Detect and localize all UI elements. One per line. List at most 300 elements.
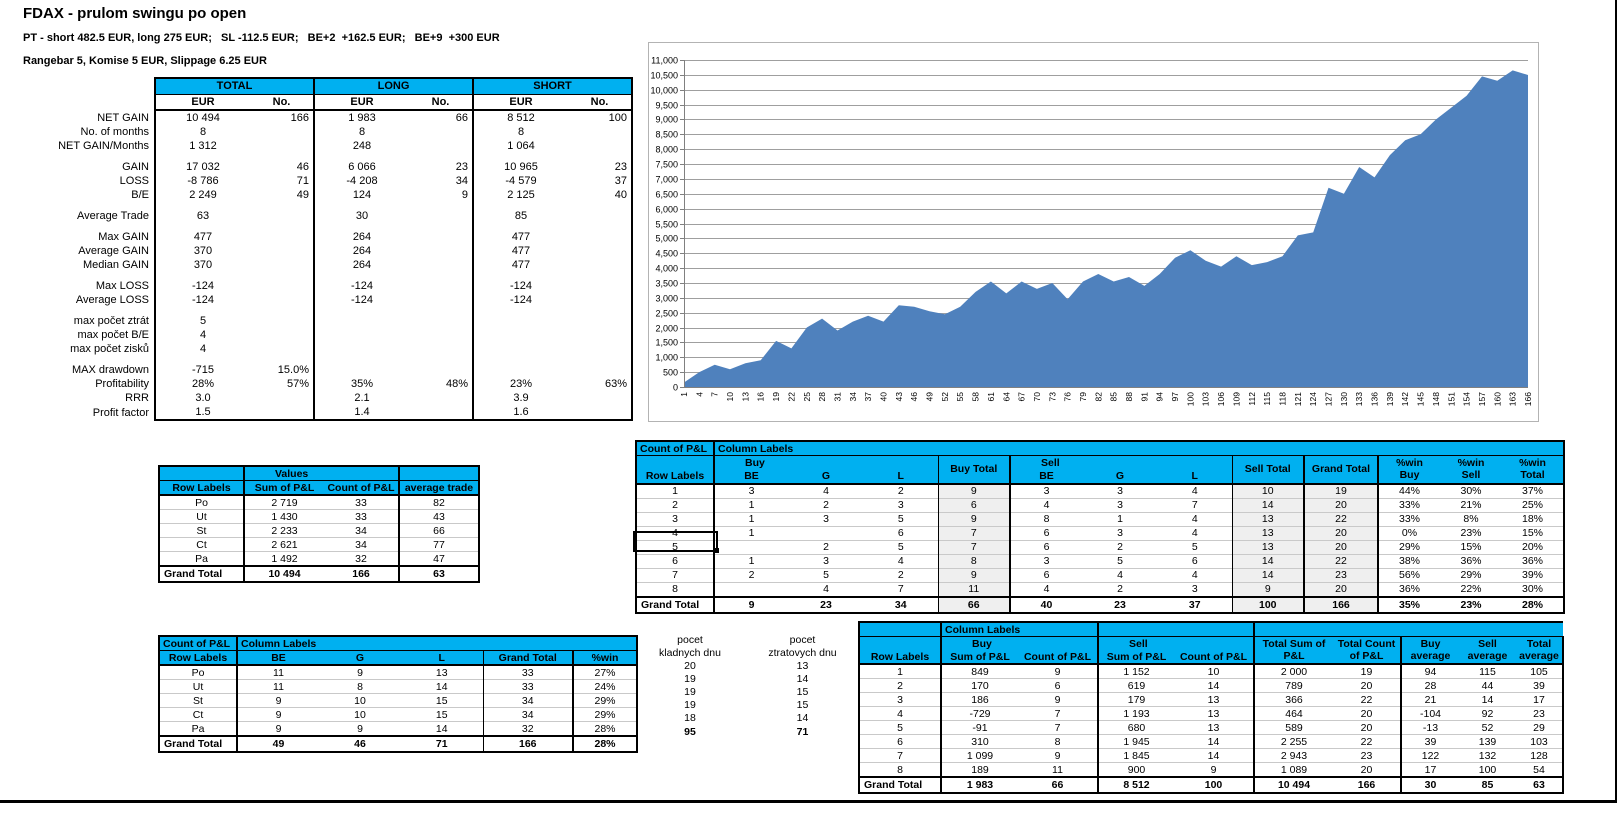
- row-label-cell[interactable]: B/E: [131, 189, 149, 201]
- total-sum-header[interactable]: Total Sum of P&L: [1254, 637, 1333, 665]
- data-cell[interactable]: 5: [1158, 540, 1232, 554]
- data-cell[interactable]: 4: [155, 342, 250, 356]
- data-cell[interactable]: 22: [1304, 554, 1378, 568]
- sum-pl-header[interactable]: Sum of P&L: [1098, 650, 1174, 664]
- data-cell[interactable]: 15%: [1502, 526, 1564, 540]
- data-cell[interactable]: -124: [155, 279, 250, 293]
- data-cell[interactable]: 4: [788, 582, 864, 597]
- data-cell[interactable]: 9: [938, 484, 1010, 499]
- data-cell[interactable]: 2: [864, 568, 938, 582]
- data-cell[interactable]: 30: [1401, 777, 1459, 793]
- data-cell[interactable]: 20: [1333, 721, 1401, 735]
- row-label-cell[interactable]: 1: [859, 664, 941, 679]
- stats-subheader-eur[interactable]: EUR: [314, 94, 409, 110]
- l-header[interactable]: L: [1158, 470, 1232, 484]
- data-cell[interactable]: 17 032: [155, 160, 250, 174]
- row-label-cell[interactable]: 4: [859, 707, 941, 721]
- row-label-cell[interactable]: max počet B/E: [77, 329, 149, 341]
- row-label-cell[interactable]: 3: [859, 693, 941, 707]
- data-cell[interactable]: -124: [509, 294, 533, 306]
- data-cell[interactable]: 9: [938, 568, 1010, 582]
- data-cell[interactable]: [314, 328, 409, 342]
- row-label-cell[interactable]: 1: [636, 484, 714, 499]
- data-cell[interactable]: 6: [1010, 526, 1082, 540]
- data-cell[interactable]: 29%: [1378, 540, 1440, 554]
- data-cell[interactable]: 94: [1401, 664, 1459, 679]
- data-cell[interactable]: 38%: [1378, 554, 1440, 568]
- data-cell[interactable]: [314, 356, 409, 363]
- data-cell[interactable]: 3: [788, 512, 864, 526]
- row-label-cell[interactable]: Ut: [159, 680, 237, 694]
- data-cell[interactable]: 11: [237, 680, 319, 694]
- stats-header-total[interactable]: TOTAL: [155, 78, 314, 94]
- data-cell[interactable]: [568, 293, 632, 307]
- data-cell[interactable]: 23: [409, 160, 473, 174]
- data-cell[interactable]: 5: [864, 540, 938, 554]
- data-cell[interactable]: 124: [352, 189, 372, 201]
- win-buy-header[interactable]: %win Buy: [1378, 456, 1440, 484]
- data-cell[interactable]: 30: [355, 210, 369, 222]
- data-cell[interactable]: 30%: [1502, 582, 1564, 597]
- data-cell[interactable]: [473, 272, 568, 279]
- data-cell[interactable]: 122: [1401, 749, 1459, 763]
- data-cell[interactable]: 8: [1010, 512, 1082, 526]
- row-label-cell[interactable]: Grand Total: [159, 566, 244, 582]
- data-cell[interactable]: 1 064: [507, 140, 535, 152]
- data-cell[interactable]: 9: [1018, 664, 1098, 679]
- data-cell[interactable]: 77: [399, 538, 479, 552]
- data-cell[interactable]: 20: [1304, 498, 1378, 512]
- row-label-cell[interactable]: 6: [636, 554, 714, 568]
- data-cell[interactable]: [250, 342, 314, 356]
- g-header[interactable]: G: [1082, 470, 1158, 484]
- data-cell[interactable]: 46: [250, 160, 314, 174]
- stats-subheader-eur[interactable]: EUR: [473, 94, 568, 110]
- sum-pl-header[interactable]: Sum of P&L: [244, 481, 324, 496]
- row-label-cell[interactable]: [56, 307, 155, 314]
- data-cell[interactable]: [409, 202, 473, 209]
- day-count-value[interactable]: 13: [796, 660, 809, 672]
- data-cell[interactable]: 2 000: [1254, 664, 1333, 679]
- data-cell[interactable]: 2 719: [244, 495, 324, 510]
- data-cell[interactable]: 14: [401, 680, 483, 694]
- data-cell[interactable]: 100: [568, 110, 632, 125]
- data-cell[interactable]: 29: [1516, 721, 1563, 735]
- data-cell[interactable]: 1.4: [314, 405, 409, 420]
- data-cell[interactable]: 14: [1174, 679, 1254, 693]
- data-cell[interactable]: 37: [1158, 597, 1232, 613]
- data-cell[interactable]: [250, 139, 314, 153]
- data-cell[interactable]: -104: [1401, 707, 1459, 721]
- data-cell[interactable]: [155, 202, 250, 209]
- data-cell[interactable]: 4: [1082, 568, 1158, 582]
- data-cell[interactable]: 3: [714, 484, 788, 499]
- row-label-cell[interactable]: 5: [859, 721, 941, 735]
- data-cell[interactable]: [568, 258, 632, 272]
- data-cell[interactable]: 10: [319, 694, 401, 708]
- data-cell[interactable]: 43: [399, 510, 479, 524]
- data-cell[interactable]: [409, 342, 473, 356]
- data-cell[interactable]: 9: [714, 597, 788, 613]
- data-cell[interactable]: 680: [1098, 721, 1174, 735]
- data-cell[interactable]: 4: [1158, 526, 1232, 540]
- data-cell[interactable]: 23: [568, 160, 632, 174]
- data-cell[interactable]: 10: [319, 708, 401, 722]
- data-cell[interactable]: 477: [155, 230, 250, 244]
- data-cell[interactable]: 15: [401, 694, 483, 708]
- data-cell[interactable]: 18%: [1502, 512, 1564, 526]
- data-cell[interactable]: 8: [1018, 735, 1098, 749]
- data-cell[interactable]: 34: [409, 174, 473, 188]
- data-cell[interactable]: 56%: [1378, 568, 1440, 582]
- row-label-cell[interactable]: 8: [859, 763, 941, 778]
- data-cell[interactable]: 5: [788, 568, 864, 582]
- data-cell[interactable]: 29%: [1440, 568, 1502, 582]
- column-labels-header[interactable]: Column Labels: [237, 636, 637, 651]
- data-cell[interactable]: [568, 209, 632, 223]
- data-cell[interactable]: 66: [399, 524, 479, 538]
- data-cell[interactable]: [409, 258, 473, 272]
- data-cell[interactable]: 44%: [1378, 484, 1440, 499]
- row-label-cell[interactable]: 7: [636, 568, 714, 582]
- data-cell[interactable]: 13: [1174, 721, 1254, 735]
- data-cell[interactable]: [409, 328, 473, 342]
- data-cell[interactable]: 1 983: [348, 112, 376, 124]
- data-cell[interactable]: 33%: [1378, 512, 1440, 526]
- data-cell[interactable]: 37%: [1502, 484, 1564, 499]
- data-cell[interactable]: 9: [319, 665, 401, 680]
- values-header[interactable]: Values: [244, 466, 399, 481]
- data-cell[interactable]: 21%: [1440, 498, 1502, 512]
- data-cell[interactable]: 66: [938, 597, 1010, 613]
- data-cell[interactable]: [409, 244, 473, 258]
- data-cell[interactable]: [314, 342, 409, 356]
- data-cell[interactable]: 3: [1082, 484, 1158, 499]
- data-cell[interactable]: 20: [1333, 707, 1401, 721]
- data-cell[interactable]: 1.6: [473, 405, 568, 420]
- data-cell[interactable]: 9: [237, 708, 319, 722]
- data-cell[interactable]: 6: [1010, 540, 1082, 554]
- data-cell[interactable]: [250, 279, 314, 293]
- data-cell[interactable]: 20: [1304, 526, 1378, 540]
- data-cell[interactable]: 52: [1459, 721, 1516, 735]
- data-cell[interactable]: 1 099: [941, 749, 1018, 763]
- data-cell[interactable]: 6: [1018, 679, 1098, 693]
- data-cell[interactable]: 34: [324, 538, 399, 552]
- data-cell[interactable]: 189: [941, 763, 1018, 778]
- row-label-cell[interactable]: 3: [636, 512, 714, 526]
- data-cell[interactable]: 6: [864, 526, 938, 540]
- data-cell[interactable]: [568, 356, 632, 363]
- data-cell[interactable]: [409, 209, 473, 223]
- row-label-cell[interactable]: [56, 272, 155, 279]
- data-cell[interactable]: 71: [250, 174, 314, 188]
- data-cell[interactable]: [568, 230, 632, 244]
- day-count-value[interactable]: 19: [684, 673, 696, 685]
- data-cell[interactable]: 3: [1010, 554, 1082, 568]
- data-cell[interactable]: 2 621: [244, 538, 324, 552]
- data-cell[interactable]: 7: [864, 582, 938, 597]
- data-cell[interactable]: 4: [1010, 498, 1082, 512]
- data-cell[interactable]: [714, 540, 788, 554]
- sum-pl-header[interactable]: Sum of P&L: [941, 650, 1018, 664]
- data-cell[interactable]: 17: [1516, 693, 1563, 707]
- data-cell[interactable]: -124: [350, 280, 374, 292]
- data-cell[interactable]: 1: [714, 526, 788, 540]
- row-label-cell[interactable]: Ct: [159, 708, 237, 722]
- data-cell[interactable]: 66: [409, 110, 473, 125]
- data-cell[interactable]: 13: [1174, 693, 1254, 707]
- data-cell[interactable]: -4 579: [505, 175, 537, 187]
- data-cell[interactable]: 8: [319, 680, 401, 694]
- data-cell[interactable]: 11: [938, 582, 1010, 597]
- average-trade-header[interactable]: average trade: [399, 481, 479, 496]
- row-label-cell[interactable]: GAIN: [122, 161, 149, 173]
- row-labels-header[interactable]: Row Labels: [636, 470, 714, 484]
- data-cell[interactable]: 39%: [1502, 568, 1564, 582]
- data-cell[interactable]: 23%: [509, 378, 533, 390]
- data-cell[interactable]: 35%: [350, 378, 374, 390]
- row-label-cell[interactable]: 2: [636, 498, 714, 512]
- data-cell[interactable]: 10 965: [504, 161, 538, 173]
- data-cell[interactable]: [250, 328, 314, 342]
- data-cell[interactable]: [473, 363, 568, 377]
- data-cell[interactable]: 7: [1018, 707, 1098, 721]
- data-cell[interactable]: 900: [1098, 763, 1174, 778]
- data-cell[interactable]: [155, 272, 250, 279]
- data-cell[interactable]: 4: [864, 554, 938, 568]
- data-cell[interactable]: [568, 125, 632, 139]
- total-count-header[interactable]: Total Count of P&L: [1333, 637, 1401, 665]
- l-header[interactable]: L: [864, 470, 938, 484]
- data-cell[interactable]: 3: [788, 554, 864, 568]
- data-cell[interactable]: [250, 307, 314, 314]
- data-cell[interactable]: 66: [1018, 777, 1098, 793]
- data-cell[interactable]: [250, 209, 314, 223]
- data-cell[interactable]: 28: [1401, 679, 1459, 693]
- data-cell[interactable]: 57%: [250, 377, 314, 391]
- day-count-value[interactable]: 19: [684, 699, 696, 711]
- data-cell[interactable]: [473, 153, 568, 160]
- row-label-cell[interactable]: [56, 356, 155, 363]
- blank-header-cell[interactable]: [1254, 622, 1563, 637]
- blank-header-cell[interactable]: [859, 637, 941, 651]
- data-cell[interactable]: 6: [1010, 568, 1082, 582]
- data-cell[interactable]: 33: [324, 510, 399, 524]
- data-cell[interactable]: 100: [1174, 777, 1254, 793]
- data-cell[interactable]: 33: [324, 495, 399, 510]
- data-cell[interactable]: 166: [1333, 777, 1401, 793]
- data-cell[interactable]: 2: [864, 484, 938, 499]
- win-header[interactable]: %win: [573, 651, 637, 666]
- data-cell[interactable]: 310: [941, 735, 1018, 749]
- day-count-value[interactable]: 14: [796, 712, 809, 724]
- data-cell[interactable]: 9: [1174, 763, 1254, 778]
- data-cell[interactable]: [409, 223, 473, 230]
- data-cell[interactable]: 33: [483, 665, 573, 680]
- data-cell[interactable]: 37: [568, 174, 632, 188]
- data-cell[interactable]: 1 983: [941, 777, 1018, 793]
- negative-days-total[interactable]: 71: [796, 726, 809, 738]
- data-cell[interactable]: 15%: [1440, 540, 1502, 554]
- data-cell[interactable]: [568, 328, 632, 342]
- data-cell[interactable]: [568, 202, 632, 209]
- data-cell[interactable]: [568, 307, 632, 314]
- day-count-value[interactable]: 18: [684, 712, 696, 724]
- row-label-cell[interactable]: 8: [636, 582, 714, 597]
- data-cell[interactable]: [155, 307, 250, 314]
- blank-header-cell[interactable]: [159, 466, 244, 481]
- row-label-cell[interactable]: Grand Total: [636, 597, 714, 613]
- data-cell[interactable]: [473, 202, 568, 209]
- data-cell[interactable]: 264: [352, 259, 372, 271]
- row-label-cell[interactable]: Grand Total: [859, 777, 941, 793]
- row-labels-header[interactable]: Row Labels: [159, 651, 237, 666]
- data-cell[interactable]: 9: [1018, 693, 1098, 707]
- data-cell[interactable]: 4: [1010, 582, 1082, 597]
- data-cell[interactable]: 4: [155, 328, 250, 342]
- stats-subheader-no[interactable]: No.: [250, 94, 314, 110]
- data-cell[interactable]: 40: [1010, 597, 1082, 613]
- data-cell[interactable]: 166: [1304, 597, 1378, 613]
- data-cell[interactable]: [409, 125, 473, 139]
- data-cell[interactable]: 8: [517, 126, 525, 138]
- data-cell[interactable]: 33%: [1378, 498, 1440, 512]
- data-cell[interactable]: [409, 363, 473, 377]
- data-cell[interactable]: 1: [714, 554, 788, 568]
- buy-average-header[interactable]: Buy average: [1401, 637, 1459, 665]
- data-cell[interactable]: 22: [1333, 735, 1401, 749]
- data-cell[interactable]: 5: [864, 512, 938, 526]
- buy-group-header[interactable]: Buy: [714, 456, 938, 470]
- data-cell[interactable]: 0%: [1378, 526, 1440, 540]
- data-cell[interactable]: 14: [1232, 554, 1304, 568]
- data-cell[interactable]: 71: [401, 736, 483, 752]
- row-label-cell[interactable]: St: [159, 524, 244, 538]
- day-count-value[interactable]: 14: [796, 673, 809, 685]
- be-header[interactable]: BE: [1010, 470, 1082, 484]
- data-cell[interactable]: 9: [1018, 749, 1098, 763]
- data-cell[interactable]: 28%: [573, 736, 637, 752]
- g-header[interactable]: G: [788, 470, 864, 484]
- data-cell[interactable]: [788, 526, 864, 540]
- data-cell[interactable]: 63%: [568, 377, 632, 391]
- sell-total-header[interactable]: Sell Total: [1232, 456, 1304, 484]
- data-cell[interactable]: 24%: [573, 680, 637, 694]
- column-labels-header[interactable]: Column Labels: [941, 622, 1098, 637]
- sell-group-header[interactable]: Sell: [1010, 456, 1232, 470]
- data-cell[interactable]: 28%: [155, 377, 250, 391]
- positive-days-total[interactable]: 95: [684, 726, 696, 738]
- data-cell[interactable]: 7: [938, 540, 1010, 554]
- data-cell[interactable]: 464: [1254, 707, 1333, 721]
- data-cell[interactable]: 3: [1082, 498, 1158, 512]
- data-cell[interactable]: 15: [401, 708, 483, 722]
- row-label-cell[interactable]: No. of months: [80, 126, 149, 138]
- data-cell[interactable]: [250, 293, 314, 307]
- blank-header-cell[interactable]: [1098, 622, 1254, 637]
- data-cell[interactable]: 1 312: [155, 139, 250, 153]
- data-cell[interactable]: 166: [324, 566, 399, 582]
- data-cell[interactable]: 13: [1174, 707, 1254, 721]
- data-cell[interactable]: [409, 405, 473, 420]
- data-cell[interactable]: 49: [237, 736, 319, 752]
- data-cell[interactable]: -729: [941, 707, 1018, 721]
- data-cell[interactable]: 21: [1401, 693, 1459, 707]
- data-cell[interactable]: 6: [1158, 554, 1232, 568]
- data-cell[interactable]: [250, 125, 314, 139]
- data-cell[interactable]: 4: [1158, 484, 1232, 499]
- data-cell[interactable]: 85: [514, 210, 528, 222]
- data-cell[interactable]: 2 249: [155, 188, 250, 202]
- data-cell[interactable]: [409, 230, 473, 244]
- data-cell[interactable]: 14: [1174, 735, 1254, 749]
- data-cell[interactable]: 179: [1098, 693, 1174, 707]
- total-average-header[interactable]: Total average: [1516, 637, 1563, 665]
- data-cell[interactable]: 11: [1018, 763, 1098, 778]
- data-cell[interactable]: [409, 307, 473, 314]
- count-pl-header[interactable]: Count of P&L: [1174, 650, 1254, 664]
- data-cell[interactable]: [568, 223, 632, 230]
- buy-group-header[interactable]: Buy: [941, 637, 1098, 651]
- data-cell[interactable]: 477: [511, 231, 531, 243]
- data-cell[interactable]: [409, 391, 473, 405]
- data-cell[interactable]: 7: [938, 526, 1010, 540]
- data-cell[interactable]: 370: [155, 244, 250, 258]
- row-label-cell[interactable]: Max LOSS: [95, 280, 149, 292]
- row-label-cell[interactable]: Average GAIN: [78, 245, 149, 257]
- data-cell[interactable]: 20: [1333, 763, 1401, 778]
- data-cell[interactable]: 19: [1304, 484, 1378, 499]
- data-cell[interactable]: 3: [864, 498, 938, 512]
- data-cell[interactable]: 8 512: [1098, 777, 1174, 793]
- data-cell[interactable]: [314, 223, 409, 230]
- data-cell[interactable]: -8 786: [155, 174, 250, 188]
- data-cell[interactable]: 36%: [1440, 554, 1502, 568]
- data-cell[interactable]: [409, 279, 473, 293]
- data-cell[interactable]: [314, 272, 409, 279]
- data-cell[interactable]: 139: [1459, 735, 1516, 749]
- row-label-cell[interactable]: Ut: [159, 510, 244, 524]
- data-cell[interactable]: [473, 356, 568, 363]
- data-cell[interactable]: 10 494: [155, 110, 250, 125]
- data-cell[interactable]: [250, 230, 314, 244]
- data-cell[interactable]: 4: [788, 484, 864, 499]
- data-cell[interactable]: [250, 391, 314, 405]
- row-label-cell[interactable]: max počet zisků: [70, 343, 149, 355]
- data-cell[interactable]: 132: [1459, 749, 1516, 763]
- data-cell[interactable]: 44: [1459, 679, 1516, 693]
- data-cell[interactable]: 36%: [1502, 554, 1564, 568]
- data-cell[interactable]: 2: [788, 540, 864, 554]
- data-cell[interactable]: 13: [1232, 512, 1304, 526]
- stats-subheader-eur[interactable]: EUR: [155, 94, 250, 110]
- data-cell[interactable]: [568, 405, 632, 420]
- data-cell[interactable]: [568, 272, 632, 279]
- data-cell[interactable]: 8: [155, 125, 250, 139]
- data-cell[interactable]: 63: [399, 566, 479, 582]
- data-cell[interactable]: 166: [483, 736, 573, 752]
- data-cell[interactable]: 3: [1010, 484, 1082, 499]
- data-cell[interactable]: 14: [1232, 568, 1304, 582]
- data-cell[interactable]: 2: [1082, 540, 1158, 554]
- data-cell[interactable]: [250, 244, 314, 258]
- data-cell[interactable]: [409, 314, 473, 328]
- data-cell[interactable]: 264: [352, 245, 372, 257]
- data-cell[interactable]: [250, 356, 314, 363]
- data-cell[interactable]: 3: [1082, 526, 1158, 540]
- data-cell[interactable]: [250, 405, 314, 420]
